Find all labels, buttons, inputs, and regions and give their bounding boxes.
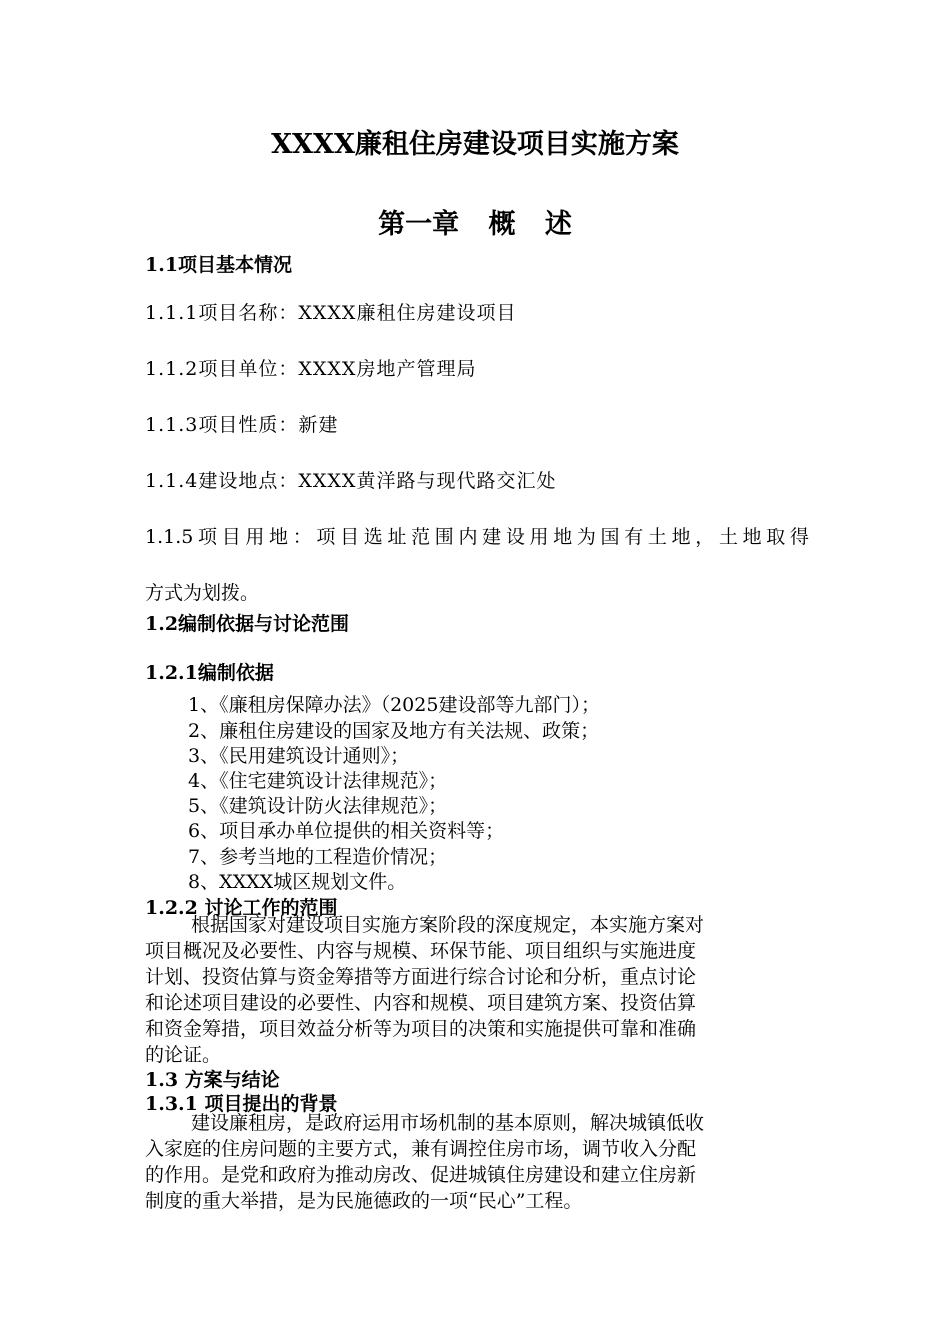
basis-item: 3、《民用建筑设计通则》；: [188, 745, 410, 767]
paragraph-line: 制度的重大举措，是为民施德政的一项“民心”工程。: [145, 1190, 583, 1212]
paragraph-line: 和资金筹措，项目效益分析等为项目的决策和实施提供可靠和准确: [145, 1018, 697, 1040]
section-heading-1-2: 1.2编制依据与讨论范围: [145, 613, 350, 635]
paragraph-line: 的论证。: [145, 1044, 222, 1066]
section-heading-1-3: 1.3 方案与结论: [145, 1069, 280, 1091]
paragraph-line: 的作用。是党和政府为推动房改、促进城镇住房建设和建立住房新: [145, 1164, 697, 1186]
scope-paragraph: [145, 912, 809, 1068]
project-unit-line: 1.1.2项目单位：XXXX房地产管理局: [145, 358, 477, 380]
project-land-line: 1.1.5项目用地：项目选址范围内建设用地为国有土地，土地取得: [145, 526, 809, 548]
section-heading-1-2-1: 1.2.1编制依据: [145, 662, 274, 684]
paragraph-line: 和论述项目建设的必要性、内容和规模、项目建筑方案、投资估算: [145, 992, 697, 1014]
background-paragraph: [145, 1110, 809, 1214]
project-land-continuation: 方式为划拨。: [145, 582, 260, 604]
basis-item: 6、项目承办单位提供的相关资料等；: [188, 820, 505, 842]
section-heading-1-1: 1.1项目基本情况: [145, 254, 293, 276]
basis-item: 8、XXXX城区规划文件。: [188, 871, 407, 893]
section-heading-1-2-2: 1.2.2 讨论工作的范围: [145, 897, 338, 919]
paragraph-line: 入家庭的住房问题的主要方式，兼有调控住房市场，调节收入分配: [145, 1138, 697, 1160]
basis-item: 2、廉租住房建设的国家及地方有关法规、政策；: [188, 720, 600, 742]
project-location-line: 1.1.4建设地点：XXXX黄洋路与现代路交汇处: [145, 470, 557, 492]
basis-item: 5、《建筑设计防火法律规范》；: [188, 795, 448, 817]
project-nature-line: 1.1.3项目性质：新建: [145, 414, 339, 436]
chapter-heading: 第一章 概 述: [378, 209, 572, 240]
paragraph-line: 计划、投资估算与资金筹措等方面进行综合讨论和分析，重点讨论: [145, 966, 697, 988]
paragraph-line: 项目概况及必要性、内容与规模、环保节能、项目组织与实施进度: [145, 940, 697, 962]
basis-item: 1、《廉租房保障办法》（2025建设部等九部门）；: [188, 694, 600, 716]
project-name-line: 1.1.1项目名称：XXXX廉租住房建设项目: [145, 302, 517, 324]
paragraph-line: 根据国家对建设项目实施方案阶段的深度规定，本实施方案对: [191, 914, 705, 936]
basis-item: 7、参考当地的工程造价情况；: [188, 846, 448, 868]
paragraph-line: 建设廉租房，是政府运用市场机制的基本原则，解决城镇低收: [191, 1112, 705, 1134]
basis-item: 4、《住宅建筑设计法律规范》；: [188, 770, 448, 792]
document-title: XXXX廉租住房建设项目实施方案: [271, 129, 679, 160]
section-heading-1-3-1: 1.3.1 项目提出的背景: [145, 1093, 338, 1115]
